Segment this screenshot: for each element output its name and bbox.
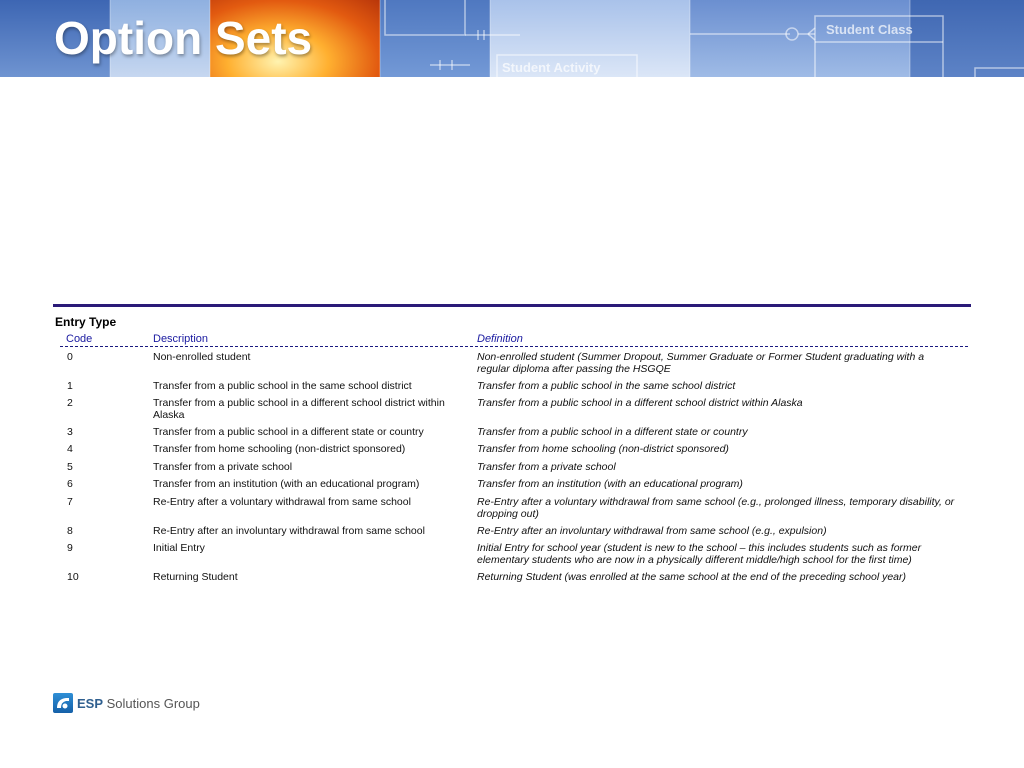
row-code: 3 xyxy=(67,426,73,438)
row-code: 10 xyxy=(67,571,79,583)
row-definition: Transfer from a private school xyxy=(477,461,616,473)
row-description: Transfer from a public school in a different state or country xyxy=(153,426,424,438)
logo-text xyxy=(77,696,200,711)
header-divider xyxy=(60,346,968,347)
row-code: 8 xyxy=(67,525,73,537)
row-definition: Non-enrolled student (Summer Dropout, Summer Graduate or Former Student graduating with a regular diploma after passing the HSGQE xyxy=(477,351,925,375)
row-description: Transfer from home schooling (non-district sponsored) xyxy=(153,443,406,455)
row-code: 6 xyxy=(67,478,73,490)
row-definition: Returning Student (was enrolled at the same school at the end of the preceding school year) xyxy=(477,571,907,583)
row-definition: Transfer from a public school in the same school district xyxy=(477,380,736,392)
row-description: Re-Entry after a voluntary withdrawal from same school xyxy=(153,496,411,508)
row-definition: Transfer from home schooling (non-district sponsored) xyxy=(477,443,729,455)
logo-rest: Solutions Group xyxy=(103,696,200,711)
logo-brand: ESP xyxy=(77,696,104,711)
row-description: Transfer from a public school in the same school district xyxy=(153,380,412,392)
title-banner xyxy=(0,0,1024,77)
table-caption: Entry Type xyxy=(55,315,117,329)
logo-mark-icon xyxy=(53,693,73,713)
column-header-code: Code xyxy=(66,333,93,345)
row-code: 9 xyxy=(67,542,73,554)
row-description: Non-enrolled student xyxy=(153,351,251,363)
row-definition: Transfer from a public school in a different state or country xyxy=(477,426,748,438)
banner-label-student-class: Student Class xyxy=(826,22,913,37)
row-code: 4 xyxy=(67,443,73,455)
column-header-description: Description xyxy=(153,333,209,345)
row-definition: Transfer from a public school in a different school district within Alaska xyxy=(477,397,803,409)
slide-title: Option Sets xyxy=(54,12,313,64)
row-description: Transfer from an institution (with an educational program) xyxy=(153,478,420,490)
row-description: Transfer from a private school xyxy=(153,461,293,473)
row-definition: Re-Entry after an involuntary withdrawal from same school (e.g., expulsion) xyxy=(477,525,827,537)
row-definition: Initial Entry for school year (student is new to the school – this includes students such as former elementary students who are now in a physically different middle/high school for the first time) xyxy=(477,542,922,566)
row-code: 5 xyxy=(67,461,73,473)
row-code: 2 xyxy=(67,397,73,409)
row-description: Initial Entry xyxy=(153,542,205,554)
row-description: Re-Entry after an involuntary withdrawal from same school xyxy=(153,525,425,537)
row-code: 0 xyxy=(67,351,73,363)
row-definition: Transfer from an institution (with an educational program) xyxy=(477,478,743,490)
row-description: Returning Student xyxy=(153,571,238,583)
column-header-definition: Definition xyxy=(477,333,523,345)
row-description: Transfer from a public school in a different school district within Alaska xyxy=(153,397,445,421)
table-top-rule xyxy=(53,304,971,307)
row-code: 7 xyxy=(67,496,73,508)
row-definition: Re-Entry after a voluntary withdrawal from same school (e.g., prolonged illness, temporary disability, or dropping out) xyxy=(477,496,955,520)
banner-label-student-activity: Student Activity xyxy=(502,60,601,75)
row-code: 1 xyxy=(67,380,73,392)
